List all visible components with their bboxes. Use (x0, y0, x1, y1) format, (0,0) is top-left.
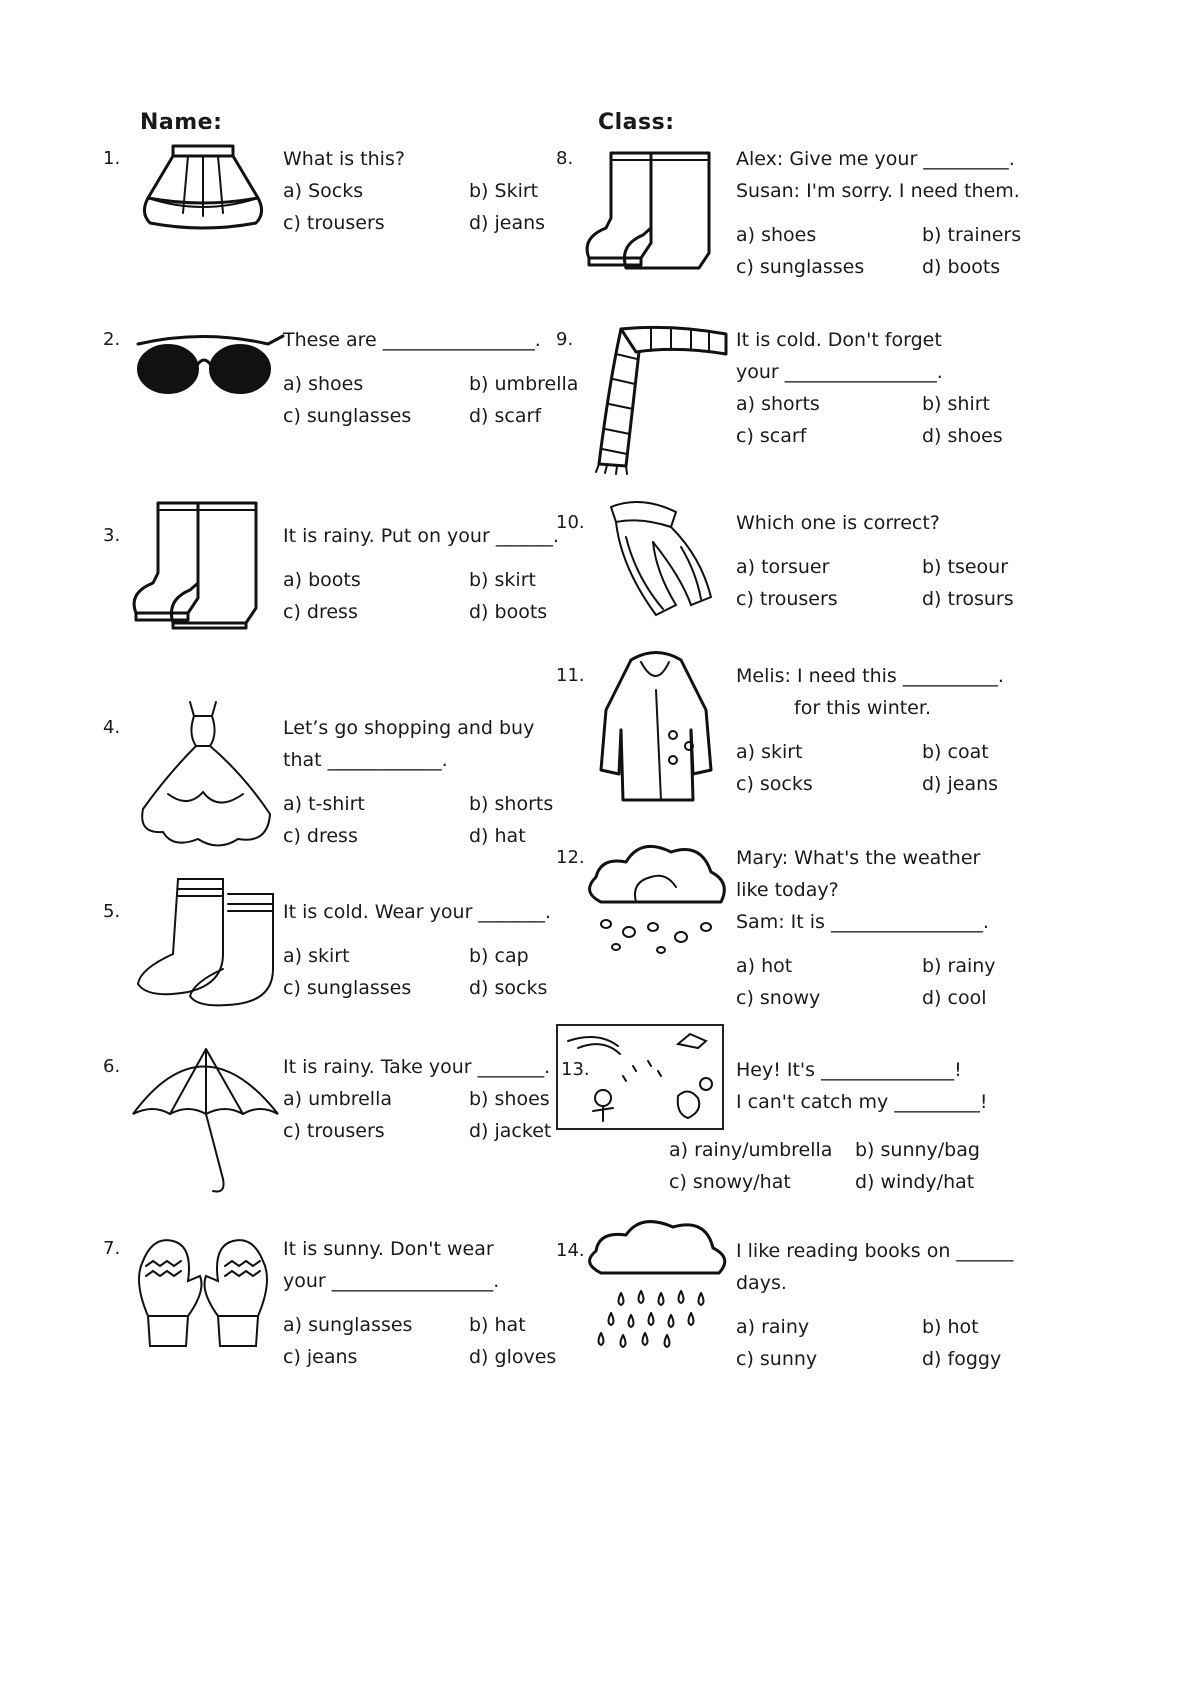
option-a[interactable]: a) hot (736, 955, 793, 977)
option-a[interactable]: a) skirt (283, 945, 350, 967)
option-a[interactable]: a) rainy/umbrella (669, 1139, 833, 1161)
skirt-icon (128, 138, 278, 238)
option-d[interactable]: d) shoes (922, 425, 1003, 447)
question-number: 2. (103, 329, 121, 350)
option-a[interactable]: a) torsuer (736, 556, 830, 578)
question-text: I like reading books on ______ (736, 1240, 1014, 1262)
option-d[interactable]: d) jeans (922, 773, 999, 795)
question-number: 6. (103, 1056, 121, 1077)
question-number: 13. (561, 1059, 590, 1080)
option-c[interactable]: c) trousers (736, 588, 838, 610)
option-c[interactable]: c) trousers (283, 212, 385, 234)
option-a[interactable]: a) shorts (736, 393, 820, 415)
question-number: 4. (103, 717, 121, 738)
option-c[interactable]: c) trousers (283, 1120, 385, 1142)
option-d[interactable]: d) boots (469, 601, 548, 623)
rain-cloud-icon (581, 1213, 731, 1353)
option-a[interactable]: a) t-shirt (283, 793, 365, 815)
snow-cloud-icon (581, 832, 731, 962)
option-b[interactable]: b) shoes (469, 1088, 550, 1110)
option-c[interactable]: c) sunglasses (283, 977, 412, 999)
question-text: your ________________. (736, 361, 943, 383)
option-b[interactable]: b) coat (922, 741, 989, 763)
question-text: Sam: It is ________________. (736, 911, 990, 933)
option-b[interactable]: b) skirt (469, 569, 536, 591)
option-a[interactable]: a) shoes (283, 373, 364, 395)
question-text: Alex: Give me your _________. (736, 148, 1015, 170)
option-d[interactable]: d) scarf (469, 405, 542, 427)
option-d[interactable]: d) cool (922, 987, 987, 1009)
question-text: It is rainy. Take your _______. (283, 1056, 551, 1078)
option-d[interactable]: d) jeans (469, 212, 546, 234)
question-number: 3. (103, 525, 121, 546)
option-d[interactable]: d) boots (922, 256, 1001, 278)
question-text: I can't catch my _________! (736, 1091, 988, 1113)
question-text: days. (736, 1272, 787, 1294)
question-text: that ____________. (283, 749, 448, 771)
question-text: Let’s go shopping and buy (283, 717, 535, 739)
option-c[interactable]: c) dress (283, 825, 358, 847)
question-number: 12. (556, 847, 585, 868)
option-c[interactable]: c) sunny (736, 1348, 818, 1370)
option-d[interactable]: d) gloves (469, 1346, 557, 1368)
option-b[interactable]: b) cap (469, 945, 529, 967)
option-b[interactable]: b) umbrella (469, 373, 579, 395)
option-c[interactable]: c) scarf (736, 425, 807, 447)
coat-icon (581, 650, 731, 810)
option-d[interactable]: d) jacket (469, 1120, 552, 1142)
dress-icon (128, 694, 278, 854)
question-text: It is cold. Wear your _______. (283, 901, 551, 923)
option-d[interactable]: d) socks (469, 977, 548, 999)
option-c[interactable]: c) snowy/hat (669, 1171, 791, 1193)
question-text: your _________________. (283, 1270, 500, 1292)
question-text: These are ________________. (283, 329, 541, 351)
question-number: 14. (556, 1240, 585, 1261)
question-number: 9. (556, 329, 574, 350)
option-b[interactable]: b) tseour (922, 556, 1009, 578)
option-b[interactable]: b) rainy (922, 955, 996, 977)
option-c[interactable]: c) sunglasses (283, 405, 412, 427)
socks-icon (128, 874, 278, 1009)
option-d[interactable]: d) foggy (922, 1348, 1002, 1370)
question-text: It is rainy. Put on your ______. (283, 525, 559, 547)
question-text: Melis: I need this __________. (736, 665, 1004, 687)
question-number: 11. (556, 665, 585, 686)
option-c[interactable]: c) socks (736, 773, 813, 795)
question-text: Which one is correct? (736, 512, 940, 534)
question-text: Susan: I'm sorry. I need them. (736, 180, 1020, 202)
option-c[interactable]: c) jeans (283, 1346, 358, 1368)
question-number: 5. (103, 901, 121, 922)
scarf-icon (581, 324, 731, 474)
question-text: It is sunny. Don't wear (283, 1238, 494, 1260)
option-d[interactable]: d) trosurs (922, 588, 1014, 610)
question-text: What is this? (283, 148, 405, 170)
question-number: 1. (103, 148, 121, 169)
boots-icon (128, 498, 278, 628)
name-label: Name: (140, 110, 223, 135)
question-text: for this winter. (794, 697, 931, 719)
trousers-icon (581, 497, 731, 627)
option-d[interactable]: d) hat (469, 825, 526, 847)
option-c[interactable]: c) sunglasses (736, 256, 865, 278)
option-a[interactable]: a) sunglasses (283, 1314, 413, 1336)
question-number: 10. (556, 512, 585, 533)
question-text: Hey! It's ______________! (736, 1059, 962, 1081)
question-number: 7. (103, 1238, 121, 1259)
question-text: It is cold. Don't forget (736, 329, 942, 351)
boots-icon (581, 148, 731, 273)
option-a[interactable]: a) Socks (283, 180, 364, 202)
option-a[interactable]: a) boots (283, 569, 361, 591)
option-a[interactable]: a) umbrella (283, 1088, 392, 1110)
option-c[interactable]: c) snowy (736, 987, 821, 1009)
option-d[interactable]: d) windy/hat (855, 1171, 975, 1193)
option-b[interactable]: b) shorts (469, 793, 554, 815)
sunglasses-icon (128, 324, 278, 404)
option-b[interactable]: b) shirt (922, 393, 990, 415)
question-number: 8. (556, 148, 574, 169)
option-a[interactable]: a) rainy (736, 1316, 810, 1338)
option-b[interactable]: b) Skirt (469, 180, 539, 202)
question-text: Mary: What's the weather (736, 847, 981, 869)
option-a[interactable]: a) skirt (736, 741, 803, 763)
option-b[interactable]: b) hat (469, 1314, 526, 1336)
class-label: Class: (598, 110, 675, 135)
option-a[interactable]: a) shoes (736, 224, 817, 246)
umbrella-icon (128, 1039, 278, 1199)
option-b[interactable]: b) hot (922, 1316, 979, 1338)
option-b[interactable]: b) trainers (922, 224, 1022, 246)
option-c[interactable]: c) dress (283, 601, 358, 623)
question-text: like today? (736, 879, 839, 901)
mittens-icon (128, 1221, 278, 1361)
option-b[interactable]: b) sunny/bag (855, 1139, 980, 1161)
